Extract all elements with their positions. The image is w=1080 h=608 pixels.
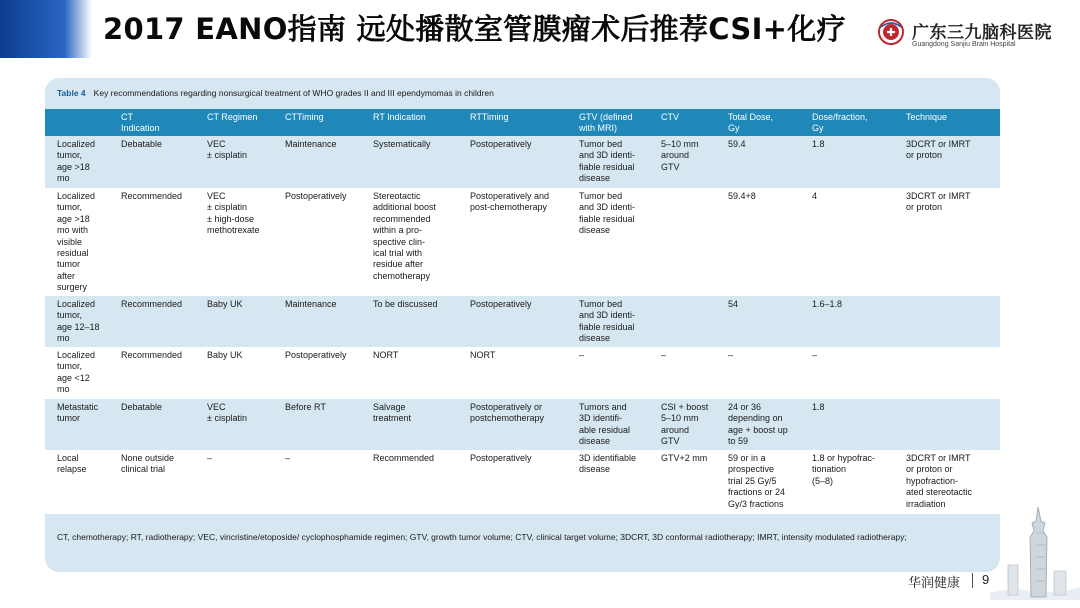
table-cell: – — [812, 350, 818, 360]
table-cell: To be discussed — [373, 299, 438, 309]
table-cell: – — [579, 350, 585, 360]
table-cell: Baby UK — [207, 350, 243, 360]
table-cell: 3DCRT or IMRT or proton or hypofraction- ated stereotactic irradiation — [906, 453, 973, 509]
table-cell: Debatable — [121, 402, 163, 412]
header-cell: GTV (defined with MRI) — [579, 112, 633, 134]
table-cell: Baby UK — [207, 299, 243, 309]
table-cell: Debatable — [121, 139, 163, 149]
table-cell: GTV+2 mm — [661, 453, 708, 463]
recommendations-table-card — [45, 78, 1000, 572]
table-cell: 5–10 mm around GTV — [661, 139, 699, 172]
table-cell: 54 — [728, 299, 739, 309]
table-cell: Localized tumor, age >18 mo with visible residual tumor after surgery — [57, 191, 96, 293]
table-cell: – — [728, 350, 734, 360]
table-cell: VEC ± cisplatin ± high-dose methotrexate — [207, 191, 260, 236]
table-cell: Recommended — [121, 299, 183, 309]
header-cell: Total Dose, Gy — [728, 112, 774, 134]
table-cell: VEC ± cisplatin — [207, 402, 247, 424]
table-row — [45, 296, 1000, 347]
hospital-logo — [878, 16, 1074, 52]
table-cell: 24 or 36 depending on age + boost up to 59 — [728, 402, 788, 447]
table-cell: Maintenance — [285, 139, 337, 149]
table-cell: 1.6–1.8 — [812, 299, 843, 309]
header-cell: Technique — [906, 112, 948, 122]
table-caption — [57, 88, 494, 98]
hospital-name-en: Guangdong Sanjiu Brain Hospital — [912, 41, 1016, 48]
header-accent-bar — [0, 0, 92, 58]
header-cell: CTTiming — [285, 112, 324, 122]
table-cell: 3DCRT or IMRT or proton — [906, 139, 971, 161]
table-cell: 4 — [812, 191, 818, 201]
table-row — [45, 347, 1000, 399]
header-cell: CT Indication — [121, 112, 160, 134]
table-cell: Postoperatively and post-chemotherapy — [470, 191, 550, 213]
header-cell: Dose/fraction, Gy — [812, 112, 868, 134]
table-row — [45, 136, 1000, 188]
table-cell: – — [285, 453, 291, 463]
table-cell: Recommended — [373, 453, 435, 463]
table-label: Table 4 — [57, 88, 86, 98]
table-cell: Postoperatively — [285, 350, 347, 360]
table-cell: 1.8 or hypofrac- tionation (5–8) — [812, 453, 876, 486]
table-cell: Before RT — [285, 402, 326, 412]
table-cell: NORT — [470, 350, 496, 360]
table-cell: 3D identifiable disease — [579, 453, 637, 475]
table-caption-text: Key recommendations regarding nonsurgical treatment of WHO grades II and III ependymomas in children — [93, 88, 494, 98]
table-header-row — [45, 109, 1000, 136]
table-cell: VEC ± cisplatin — [207, 139, 247, 161]
table-cell: – — [661, 350, 667, 360]
footer-brand: 华润健康 — [908, 576, 961, 591]
header-cell: CTV — [661, 112, 679, 122]
table-cell: Postoperatively — [470, 139, 532, 149]
table-cell: Recommended — [121, 191, 183, 201]
table-row — [45, 450, 1000, 514]
table-cell: Postoperatively or postchemotherapy — [470, 402, 545, 424]
table-cell: Tumor bed and 3D identi- fiable residual disease — [579, 191, 636, 236]
header-cell: RT Indication — [373, 112, 426, 122]
table-cell: 59.4 — [728, 139, 746, 149]
table-cell: 59.4+8 — [728, 191, 756, 201]
table-cell: Localized tumor, age <12 mo — [57, 350, 96, 395]
table-row — [45, 188, 1000, 296]
table-cell: Localized tumor, age 12–18 mo — [57, 299, 100, 344]
table-cell: Localized tumor, age >18 mo — [57, 139, 96, 184]
table-cell: None outside clinical trial — [121, 453, 175, 475]
table-cell: Salvage treatment — [373, 402, 412, 424]
table-cell: Postoperatively — [470, 453, 532, 463]
header-cell: RTTiming — [470, 112, 509, 122]
hospital-name-cn: 广东三九脑科医院 — [912, 23, 1052, 43]
slide-title: 2017 EANO指南 远处播散室管膜瘤术后推荐CSI+化疗 — [103, 12, 846, 46]
table-cell: CSI + boost 5–10 mm around GTV — [661, 402, 709, 447]
table-cell: 1.8 — [812, 139, 825, 149]
table-cell: – — [207, 453, 213, 463]
page-number: 9 — [982, 572, 990, 587]
table-cell: Recommended — [121, 350, 183, 360]
table-footnote: CT, chemotherapy; RT, radiotherapy; VEC, vincristine/etoposide/ cyclophosphamide regimen; GTV, growth tumor volume; CTV, clinical target volume; 3DCRT, 3D conformal radiotherapy; IMRT, intensity modulated radiotherapy; — [57, 532, 907, 542]
table-cell: Local relapse — [57, 453, 87, 475]
table-row — [45, 399, 1000, 450]
table-cell: 1.8 — [812, 402, 825, 412]
table-cell: Metastatic tumor — [57, 402, 99, 424]
hospital-logo-icon — [878, 19, 904, 45]
table-cell: Postoperatively — [470, 299, 532, 309]
footer-divider — [972, 573, 973, 588]
slide-header — [0, 0, 1080, 58]
table-cell: Systematically — [373, 139, 431, 149]
table-cell: Maintenance — [285, 299, 337, 309]
table-cell: Tumor bed and 3D identi- fiable residual disease — [579, 139, 636, 184]
table-cell: NORT — [373, 350, 399, 360]
table-cell: Postoperatively — [285, 191, 347, 201]
header-cell: CT Regimen — [207, 112, 258, 122]
table-cell: Tumor bed and 3D identi- fiable residual disease — [579, 299, 636, 344]
table-cell: 59 or in a prospective trial 25 Gy/5 fractions or 24 Gy/3 fractions — [728, 453, 786, 509]
tower-illustration — [990, 505, 1080, 600]
table-cell: Stereotactic additional boost recommended within a pro- spective clin- ical trial with residue after chemotherapy — [373, 191, 437, 281]
table-cell: Tumors and 3D identifi- able residual disease — [579, 402, 631, 447]
table-cell: 3DCRT or IMRT or proton — [906, 191, 971, 213]
